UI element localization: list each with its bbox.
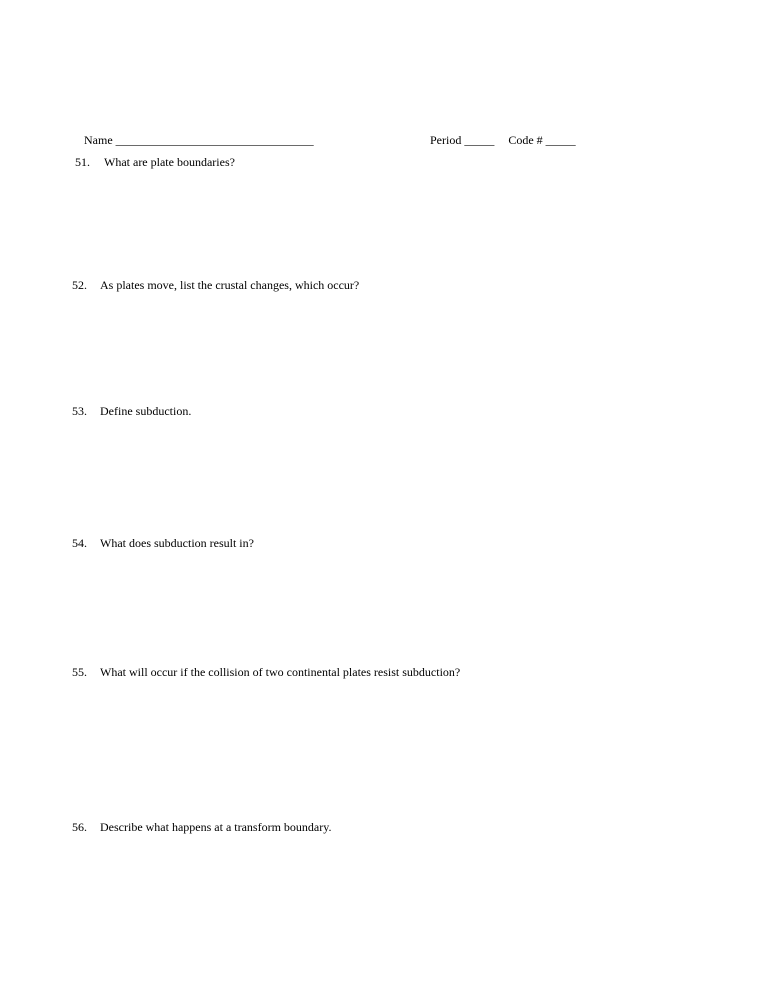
question-text: What does subduction result in? [100,536,254,550]
period-label: Period _____ [430,133,495,147]
question-number: 56. [72,820,87,834]
question-number: 54. [72,536,87,550]
question-text: Describe what happens at a transform boundary. [100,820,332,834]
name-label: Name _________________________________ [84,133,314,147]
question-number: 52. [72,278,87,292]
code-label: Code # _____ [508,133,576,147]
question-text: What will occur if the collision of two continental plates resist subduction? [100,665,461,679]
question-number: 55. [72,665,87,679]
question-text: What are plate boundaries? [104,155,235,169]
question-text: Define subduction. [100,404,192,418]
question-text: As plates move, list the crustal changes, which occur? [100,278,360,292]
question-number: 53. [72,404,87,418]
period-code-fields [418,118,576,163]
question-number: 51. [75,155,90,169]
